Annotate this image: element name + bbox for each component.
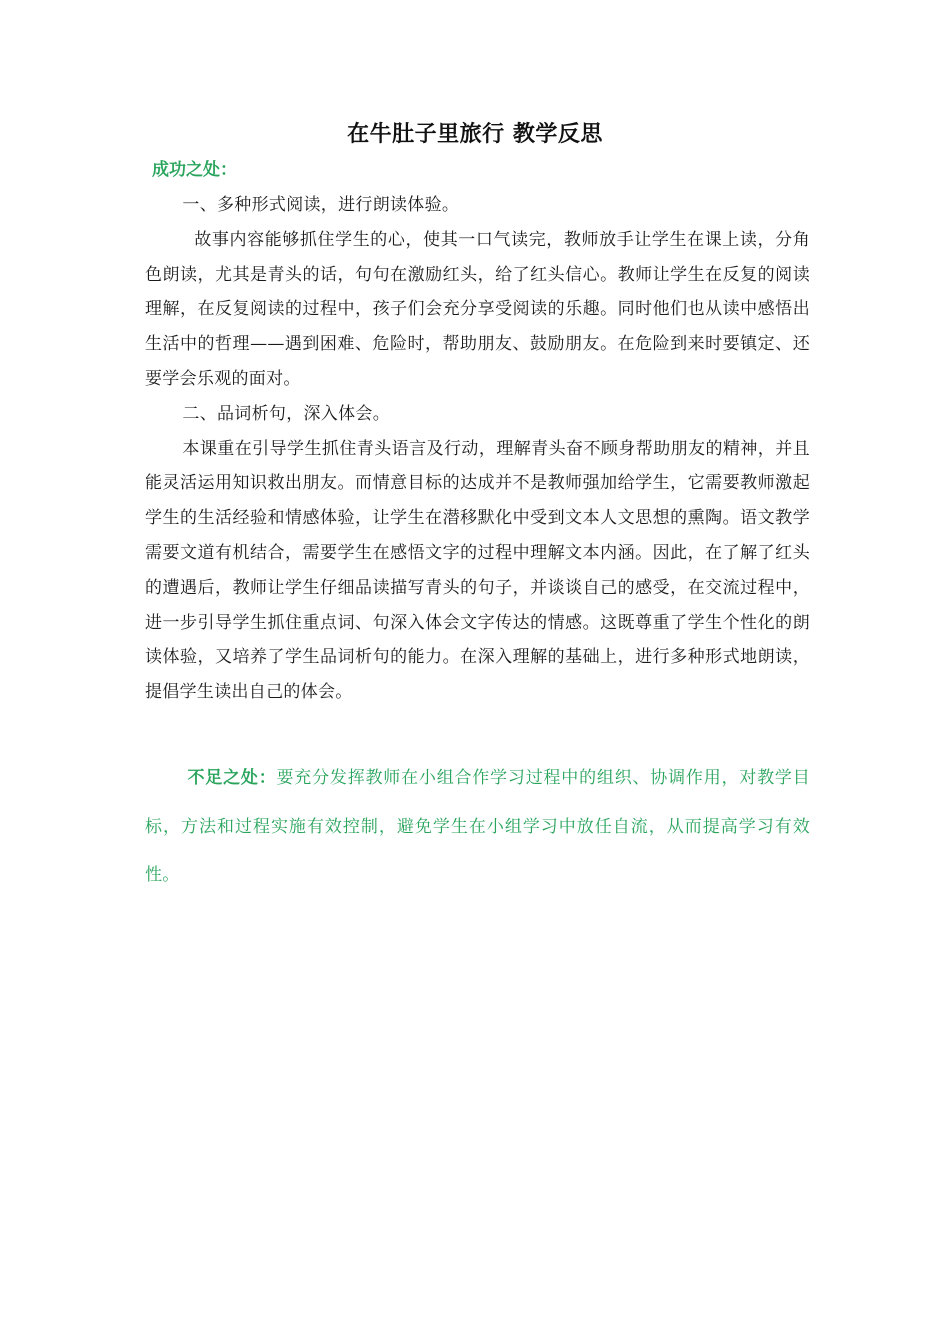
point2-paragraph: 本课重在引导学生抓住青头语言及行动，理解青头奋不顾身帮助朋友的精神，并且能灵活运用知识救出朋友。而情意目标的达成并不是教师强加给学生，它需要教师激起学生的生活经验和情感体验，让学生在潜移默化中受到文本人文思想的熏陶。语文教学需要文道有机结合，需要学生在感悟文字的过程中理解文本内涵。因此，在了解了红头的遭遇后，教师让学生仔细品读描写青头的句子，并谈谈自己的感受，在交流过程中，进一步引导学生抓住重点词、句深入体会文字传达的情感。这既尊重了学生个性化的朗读体验，又培养了学生品词析句的能力。在深入理解的基础上，进行多种形式地朗读，提倡学生读出自己的体会。 <box>145 438 810 703</box>
shortfall-text: 要充分发挥教师在小组合作学习过程中的组织、协调作用，对教学目标，方法和过程实施有效控制，避免学生在小组学习中放任自流，从而提高学习有效性。 <box>145 768 810 885</box>
shortfall-label: 不足之处： <box>187 768 277 788</box>
success-section <box>145 188 810 710</box>
point1-paragraph: 故事内容能够抓住学生的心，使其一口气读完，教师放手让学生在课上读，分角色朗读，尤其是青头的话，句句在激励红头，给了红头信心。教师让学生在反复的阅读理解，在反复阅读的过程中，孩子们会充分享受阅读的乐趣。同时他们也从读中感悟出生活中的哲理——遇到困难、危险时，帮助朋友、鼓励朋友。在危险到来时要镇定、还要学会乐观的面对。 <box>145 229 810 389</box>
shortfall-section <box>145 754 810 900</box>
success-heading: 成功之处： <box>152 160 237 180</box>
point1-heading: 一、多种形式阅读，进行朗读体验。 <box>182 195 460 215</box>
point2-heading: 二、品词析句，深入体会。 <box>182 403 390 424</box>
page-title: 在牛肚子里旅行 教学反思 <box>347 122 603 147</box>
